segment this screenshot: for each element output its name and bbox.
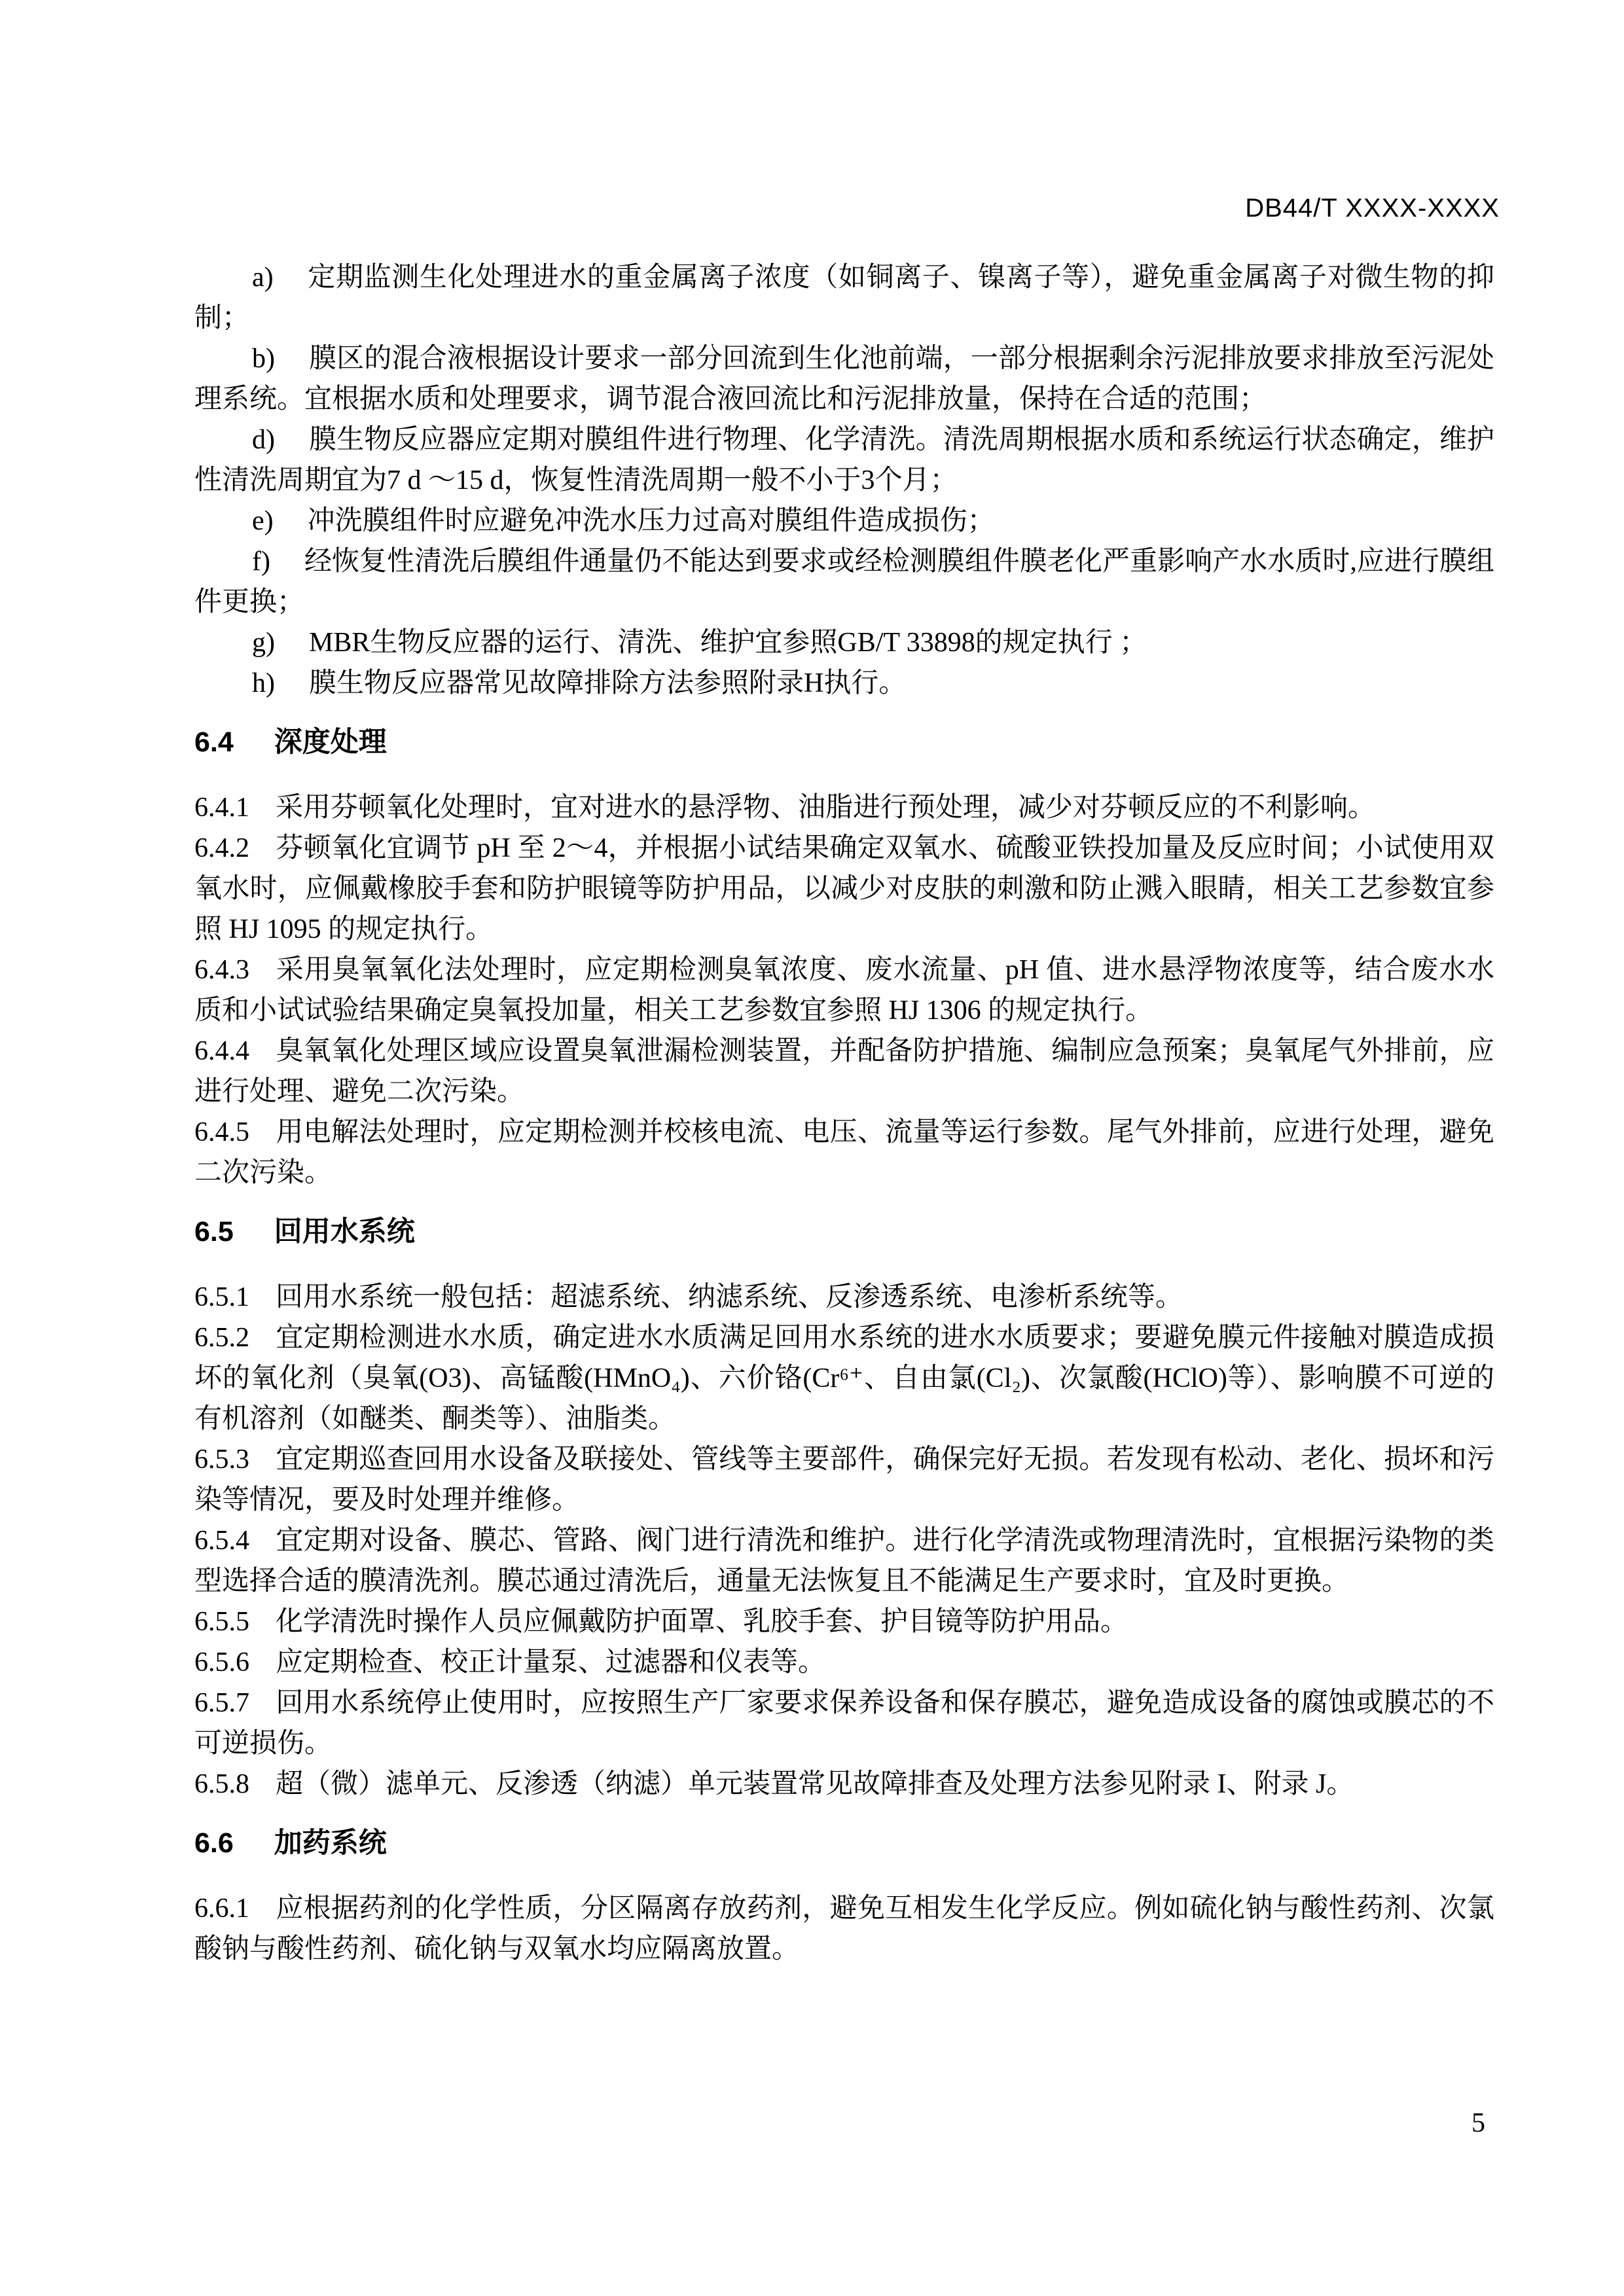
section-title: 加药系统 bbox=[274, 1827, 387, 1859]
list-item-g bbox=[194, 622, 1494, 663]
section-heading-6-6 bbox=[194, 1823, 1494, 1863]
clause-number: 6.5.4 bbox=[194, 1526, 249, 1556]
clause-6-4-1 bbox=[194, 787, 1494, 828]
clause-text: 应定期检查、校正计量泵、过滤器和仪表等。 bbox=[276, 1647, 826, 1677]
clause-6-5-8 bbox=[194, 1764, 1494, 1804]
clause-6-4-3 bbox=[194, 950, 1494, 1031]
clause-number: 6.4.1 bbox=[194, 793, 249, 823]
page-number: 5 bbox=[1471, 2108, 1485, 2138]
clause-6-4-5 bbox=[194, 1112, 1494, 1193]
clause-number: 6.4.3 bbox=[194, 955, 249, 985]
clause-number: 6.4.4 bbox=[194, 1036, 249, 1066]
clause-number: 6.4.2 bbox=[194, 833, 249, 863]
clause-text: 超（微）滤单元、反渗透（纳滤）单元装置常见故障排查及处理方法参见附录 I、附录 J。 bbox=[276, 1769, 1354, 1799]
clause-text: 芬顿氧化宜调节 pH 至 2～4，并根据小试结果确定双氧水、硫酸亚铁投加量及反应时间；小试使用双氧水时，应佩戴橡胶手套和防护眼镜等防护用品，以减少对皮肤的刺激和防止溅入眼睛，相关工艺参数宜参照 HJ 1095 的规定执行。 bbox=[194, 833, 1494, 944]
list-item-label: e) bbox=[252, 506, 274, 536]
clause-number: 6.5.7 bbox=[194, 1688, 249, 1718]
clause-6-6-1 bbox=[194, 1888, 1494, 1969]
list-item-label: f) bbox=[252, 547, 270, 577]
section-number: 6.6 bbox=[194, 1827, 234, 1859]
list-item-text: 冲洗膜组件时应避免冲洗水压力过高对膜组件造成损伤； bbox=[307, 506, 995, 536]
clause-number: 6.4.5 bbox=[194, 1117, 249, 1147]
clause-text: 化学清洗时操作人员应佩戴防护面罩、乳胶手套、护目镜等防护用品。 bbox=[276, 1607, 1128, 1637]
list-item-label: a) bbox=[252, 262, 274, 293]
list-item-text: 经恢复性清洗后膜组件通量仍不能达到要求或经检测膜组件膜老化严重影响产水水质时,应进行膜组件更换； bbox=[194, 547, 1494, 617]
section-number: 6.4 bbox=[194, 726, 234, 758]
clause-6-5-7 bbox=[194, 1683, 1494, 1764]
clause-number: 6.5.1 bbox=[194, 1282, 249, 1312]
clause-number: 6.6.1 bbox=[194, 1893, 249, 1924]
list-item-text: 定期监测生化处理进水的重金属离子浓度（如铜离子、镍离子等），避免重金属离子对微生物的抑制； bbox=[194, 262, 1494, 333]
clause-text: 臭氧氧化处理区域应设置臭氧泄漏检测装置，并配备防护措施、编制应急预案；臭氧尾气外排前，应进行处理、避免二次污染。 bbox=[194, 1036, 1494, 1107]
clause-text: 回用水系统停止使用时，应按照生产厂家要求保养设备和保存膜芯，避免造成设备的腐蚀或膜芯的不可逆损伤。 bbox=[194, 1688, 1494, 1759]
clause-text: 用电解法处理时，应定期检测并校核电流、电压、流量等运行参数。尾气外排前，应进行处理，避免二次污染。 bbox=[194, 1117, 1494, 1188]
list-item-e bbox=[194, 501, 1494, 541]
clause-text: 宜定期巡查回用水设备及联接处、管线等主要部件，确保完好无损。若发现有松动、老化、损坏和污染等情况，要及时处理并维修。 bbox=[194, 1444, 1494, 1515]
clause-text: 采用臭氧氧化法处理时，应定期检测臭氧浓度、废水流量、pH 值、进水悬浮物浓度等，结合废水水质和小试试验结果确定臭氧投加量，相关工艺参数宜参照 HJ 1306 的规定执行。 bbox=[194, 955, 1494, 1026]
clause-text: 采用芬顿氧化处理时，宜对进水的悬浮物、油脂进行预处理，减少对芬顿反应的不利影响。 bbox=[276, 793, 1376, 823]
list-item-h bbox=[194, 663, 1494, 704]
list-item-label: d) bbox=[252, 425, 275, 455]
clause-text: 宜定期对设备、膜芯、管路、阀门进行清洗和维护。进行化学清洗或物理清洗时，宜根据污染物的类型选择合适的膜清洗剂。膜芯通过清洗后，通量无法恢复且不能满足生产要求时，宜及时更换。 bbox=[194, 1526, 1494, 1596]
clause-6-4-4 bbox=[194, 1031, 1494, 1112]
section-title: 深度处理 bbox=[274, 726, 387, 758]
clause-number: 6.5.6 bbox=[194, 1647, 249, 1677]
list-item-label: g) bbox=[252, 628, 275, 658]
clause-text: 回用水系统一般包括：超滤系统、纳滤系统、反渗透系统、电渗析系统等。 bbox=[276, 1282, 1183, 1312]
list-item-text: 膜生物反应器应定期对膜组件进行物理、化学清洗。清洗周期根据水质和系统运行状态确定，维护性清洗周期宜为7 d ～15 d，恢复性清洗周期一般不小于3个月； bbox=[194, 425, 1494, 495]
list-item-d bbox=[194, 420, 1494, 501]
clause-number: 6.5.8 bbox=[194, 1769, 249, 1799]
clause-number: 6.5.2 bbox=[194, 1323, 249, 1353]
standard-code-header: DB44/T XXXX-XXXX bbox=[1245, 194, 1500, 223]
clause-6-5-3 bbox=[194, 1439, 1494, 1520]
clause-text: 应根据药剂的化学性质，分区隔离存放药剂，避免互相发生化学反应。例如硫化钠与酸性药剂、次氯酸钠与酸性药剂、硫化钠与双氧水均应隔离放置。 bbox=[194, 1893, 1494, 1964]
list-item-a bbox=[194, 257, 1494, 338]
list-item-b bbox=[194, 338, 1494, 420]
clause-6-5-4 bbox=[194, 1520, 1494, 1602]
list-item-label: b) bbox=[252, 344, 275, 374]
list-item-f bbox=[194, 541, 1494, 622]
list-item-text: 膜区的混合液根据设计要求一部分回流到生化池前端，一部分根据剩余污泥排放要求排放至污泥处理系统。宜根据水质和处理要求，调节混合液回流比和污泥排放量，保持在合适的范围； bbox=[194, 344, 1494, 414]
section-title: 回用水系统 bbox=[274, 1216, 415, 1247]
clause-6-5-6 bbox=[194, 1642, 1494, 1683]
section-number: 6.5 bbox=[194, 1216, 234, 1247]
clause-text: 宜定期检测进水水质，确定进水水质满足回用水系统的进水水质要求；要避免膜元件接触对膜造成损坏的氧化剂（臭氧(O3)、高锰酸(HMnO₄)、六价铬(Cr⁶⁺、自由氯(Cl₂)、次氯酸(HClO)等）、影响膜不可逆的有机溶剂（如醚类、酮类等）、油脂类。 bbox=[194, 1323, 1494, 1434]
clause-6-5-2 bbox=[194, 1318, 1494, 1439]
section-heading-6-4 bbox=[194, 722, 1494, 762]
list-item-label: h) bbox=[252, 668, 275, 698]
clause-6-5-1 bbox=[194, 1277, 1494, 1318]
section-heading-6-5 bbox=[194, 1211, 1494, 1252]
list-item-text: 膜生物反应器常见故障排除方法参照附录H执行。 bbox=[309, 668, 907, 698]
clause-6-5-5 bbox=[194, 1602, 1494, 1642]
clause-number: 6.5.3 bbox=[194, 1444, 249, 1475]
clause-number: 6.5.5 bbox=[194, 1607, 249, 1637]
list-item-text: MBR生物反应器的运行、清洗、维护宜参照GB/T 33898的规定执行 ； bbox=[309, 628, 1147, 658]
document-body bbox=[194, 257, 1494, 1969]
clause-6-4-2 bbox=[194, 828, 1494, 950]
